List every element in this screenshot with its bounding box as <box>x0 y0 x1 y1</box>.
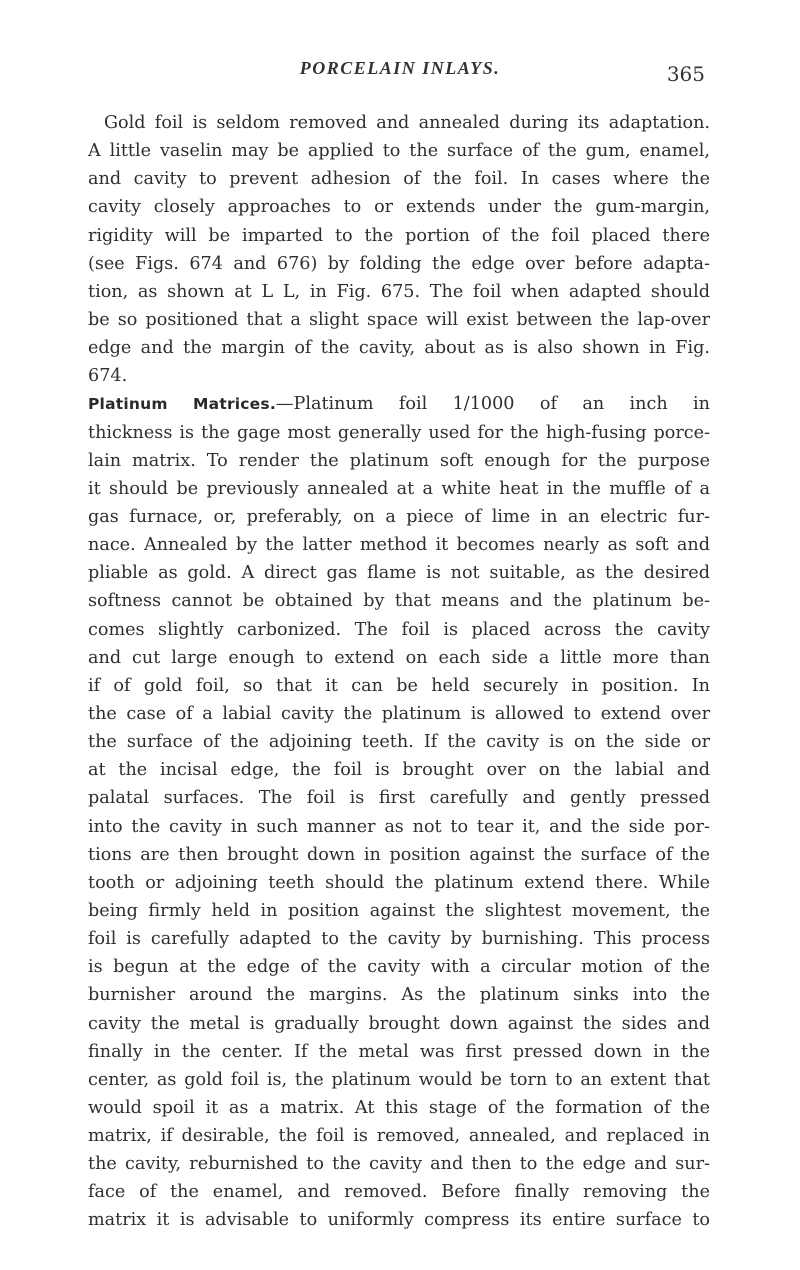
page-number: 365 <box>666 62 705 86</box>
text-line: at the incisal edge, the foil is brought over on the labial and <box>88 760 710 781</box>
section-first-line-text: —Platinum foil 1/1000 of an inch in <box>275 394 710 415</box>
text-line: tooth or adjoining teeth should the platinum extend there. While <box>88 872 710 893</box>
text-line: rigidity will be imparted to the portion of the foil placed there <box>88 225 710 246</box>
text-line: cavity closely approaches to or extends under the gum-margin, <box>88 197 710 218</box>
paragraph-gold-foil <box>88 109 710 390</box>
section-first-line <box>88 390 710 418</box>
text-line: foil is carefully adapted to the cavity by burnishing. This process <box>88 929 710 950</box>
text-line: is begun at the edge of the cavity with a circular motion of the <box>88 957 710 978</box>
text-line: the cavity, reburnished to the cavity and then to the edge and sur- <box>88 1154 710 1175</box>
text-line: the surface of the adjoining teeth. If the cavity is on the side or <box>88 732 710 753</box>
body-text <box>88 109 710 1235</box>
text-line: softness cannot be obtained by that means and the platinum be- <box>88 591 710 612</box>
text-line: tions are then brought down in position against the surface of the <box>88 844 710 865</box>
text-line: if of gold foil, so that it can be held securely in position. In <box>88 675 710 696</box>
text-line: center, as gold foil is, the platinum would be torn to an extent that <box>88 1069 710 1090</box>
text-line: matrix it is advisable to uniformly compress its entire surface to <box>88 1210 710 1231</box>
paragraph-platinum-matrices <box>88 390 710 1234</box>
running-head <box>0 58 800 84</box>
section-heading: Platinum Matrices. <box>88 395 276 414</box>
text-line: finally in the center. If the metal was first pressed down in the <box>88 1041 710 1062</box>
text-line: comes slightly carbonized. The foil is placed across the cavity <box>88 619 710 640</box>
text-line: cavity the metal is gradually brought down against the sides and <box>88 1013 710 1034</box>
text-line: A little vaselin may be applied to the surface of the gum, enamel, <box>88 141 710 162</box>
text-line: matrix, if desirable, the foil is removed, annealed, and replaced in <box>88 1126 710 1147</box>
text-line: and cut large enough to extend on each side a little more than <box>88 647 710 668</box>
text-line: into the cavity in such manner as not to tear it, and the side por- <box>88 816 710 837</box>
text-line: burnisher around the margins. As the platinum sinks into the <box>88 985 710 1006</box>
text-line: (see Figs. 674 and 676) by folding the edge over before adapta- <box>88 253 710 274</box>
text-line: being firmly held in position against the slightest movement, the <box>88 900 710 921</box>
text-line: nace. Annealed by the latter method it becomes nearly as soft and <box>88 535 710 556</box>
text-line: palatal surfaces. The foil is first carefully and gently pressed <box>88 788 710 809</box>
text-line: face of the enamel, and removed. Before finally removing the <box>88 1182 710 1203</box>
running-title: PORCELAIN INLAYS. <box>299 58 501 78</box>
text-line: be so positioned that a slight space will exist between the lap-over <box>88 309 710 330</box>
text-line: the case of a labial cavity the platinum is allowed to extend over <box>88 703 710 724</box>
text-line: thickness is the gage most generally used for the high-fusing porce- <box>88 422 710 443</box>
text-line: gas furnace, or, preferably, on a piece of lime in an electric fur- <box>88 506 710 527</box>
text-line: and cavity to prevent adhesion of the foil. In cases where the <box>88 169 710 190</box>
text-line: tion, as shown at L L, in Fig. 675. The foil when adapted should <box>88 281 710 302</box>
text-line: it should be previously annealed at a white heat in the muffle of a <box>88 478 710 499</box>
text-line: Gold foil is seldom removed and annealed during its adaptation. <box>104 113 710 133</box>
text-line: pliable as gold. A direct gas flame is not suitable, as the desired <box>88 563 710 584</box>
text-line: 674. <box>88 366 128 387</box>
text-line: lain matrix. To render the platinum soft enough for the purpose <box>88 450 710 471</box>
text-line: edge and the margin of the cavity, about as is also shown in Fig. <box>88 338 710 359</box>
text-line: would spoil it as a matrix. At this stage of the formation of the <box>88 1097 710 1118</box>
